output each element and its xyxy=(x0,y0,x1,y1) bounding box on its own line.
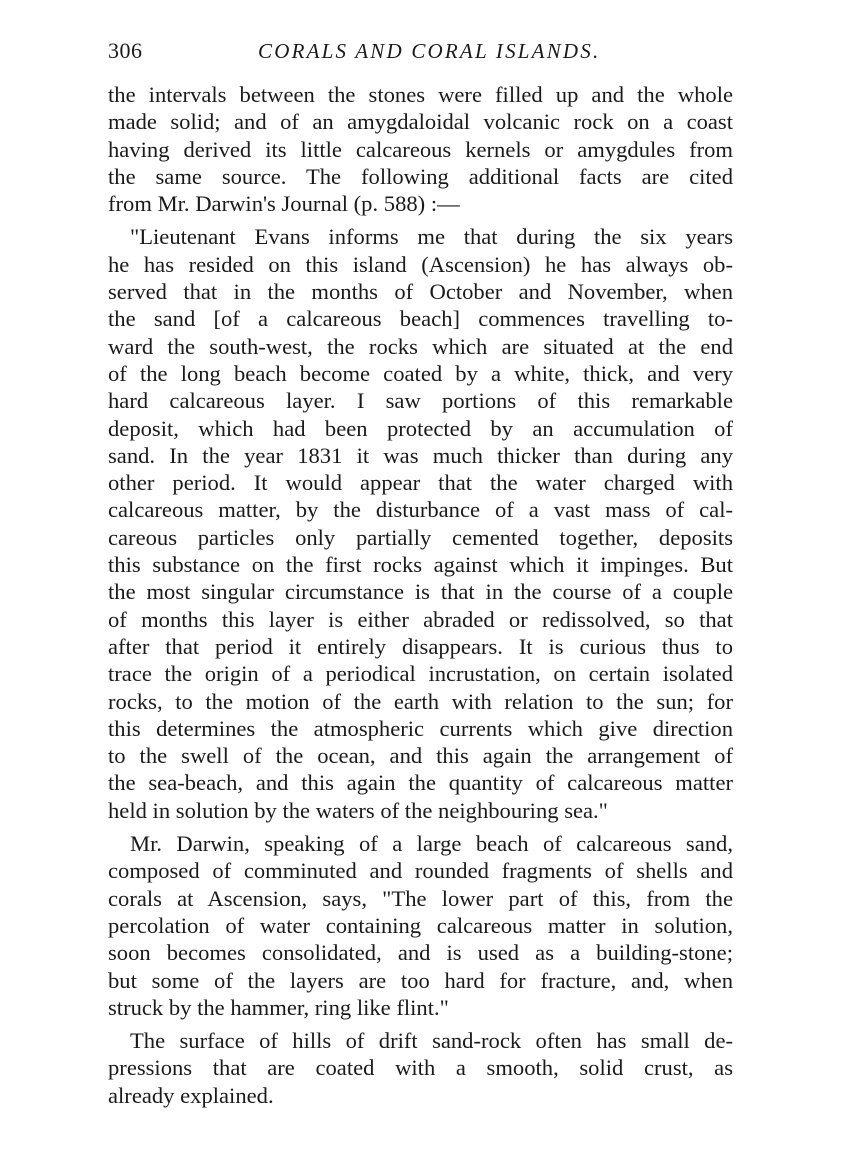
text-line: the intervals between the stones were filled up and the whole xyxy=(108,82,733,107)
text-line: "Lieutenant Evans informs me that during the six years xyxy=(130,224,733,250)
text-line: after that period it entirely disappears. It is curious thus to xyxy=(108,633,733,659)
text-line: made solid; and of an amygdaloidal volcanic rock on a coast xyxy=(108,109,733,135)
text-line: struck by the hammer, ring like flint." xyxy=(108,994,449,1020)
body-text xyxy=(108,81,733,1109)
text-line: composed of comminuted and rounded fragments of shells and xyxy=(108,858,733,884)
text-line: from Mr. Darwin's Journal (p. 588) :— xyxy=(108,191,460,217)
text-line: calcareous matter, by the disturbance of a vast mass of cal- xyxy=(108,497,733,523)
text-line: the same source. The following additional facts are cited xyxy=(108,163,733,189)
text-line: the most singular circumstance is that in the course of a couple xyxy=(108,579,733,605)
paragraph xyxy=(108,830,733,1021)
text-line: Mr. Darwin, speaking of a large beach of calcareous sand, xyxy=(130,831,733,857)
text-line: other period. It would appear that the water charged with xyxy=(108,470,733,496)
text-line: careous particles only partially cemented together, deposits xyxy=(108,524,733,550)
text-line: ward the south-west, the rocks which are situated at the end xyxy=(108,333,733,359)
text-line: but some of the layers are too hard for fracture, and, when xyxy=(108,967,733,993)
text-line: soon becomes consolidated, and is used as a building-stone; xyxy=(108,940,733,966)
text-line: this substance on the first rocks against which it impinges. But xyxy=(108,552,733,578)
text-line: deposit, which had been protected by an accumulation of xyxy=(108,415,733,441)
text-line: served that in the months of October and November, when xyxy=(108,279,733,305)
text-line: pressions that are coated with a smooth, solid crust, as xyxy=(108,1055,733,1081)
running-title: CORALS AND CORAL ISLANDS. xyxy=(258,39,601,63)
text-line: he has resided on this island (Ascension) he has always ob- xyxy=(108,251,733,277)
text-line: trace the origin of a periodical incrustation, on certain isolated xyxy=(108,661,733,687)
text-line: held in solution by the waters of the neighbouring sea." xyxy=(108,797,608,823)
running-head xyxy=(108,38,738,68)
text-line: The surface of hills of drift sand-rock often has small de- xyxy=(130,1028,733,1054)
text-line: hard calcareous layer. I saw portions of this remarkable xyxy=(108,388,733,414)
paragraph xyxy=(108,1027,733,1109)
text-line: the sea-beach, and this again the quantity of calcareous matter xyxy=(108,770,733,796)
text-line: this determines the atmospheric currents which give direction xyxy=(108,715,733,741)
page-number: 306 xyxy=(108,38,143,63)
text-line: already explained. xyxy=(108,1082,274,1108)
text-line: percolation of water containing calcareous matter in solution, xyxy=(108,912,733,938)
text-line: of months this layer is either abraded or redissolved, so that xyxy=(108,606,733,632)
text-line: rocks, to the motion of the earth with relation to the sun; for xyxy=(108,688,733,714)
text-line: to the swell of the ocean, and this again the arrangement of xyxy=(108,743,733,769)
paragraph xyxy=(108,81,733,217)
text-line: having derived its little calcareous kernels or amygdules from xyxy=(108,136,733,162)
text-line: sand. In the year 1831 it was much thicker than during any xyxy=(108,442,733,468)
paragraph xyxy=(108,223,733,824)
text-line: of the long beach become coated by a white, thick, and very xyxy=(108,360,733,386)
text-line: corals at Ascension, says, "The lower part of this, from the xyxy=(108,885,733,911)
text-line: the sand [of a calcareous beach] commences travelling to- xyxy=(108,306,733,332)
